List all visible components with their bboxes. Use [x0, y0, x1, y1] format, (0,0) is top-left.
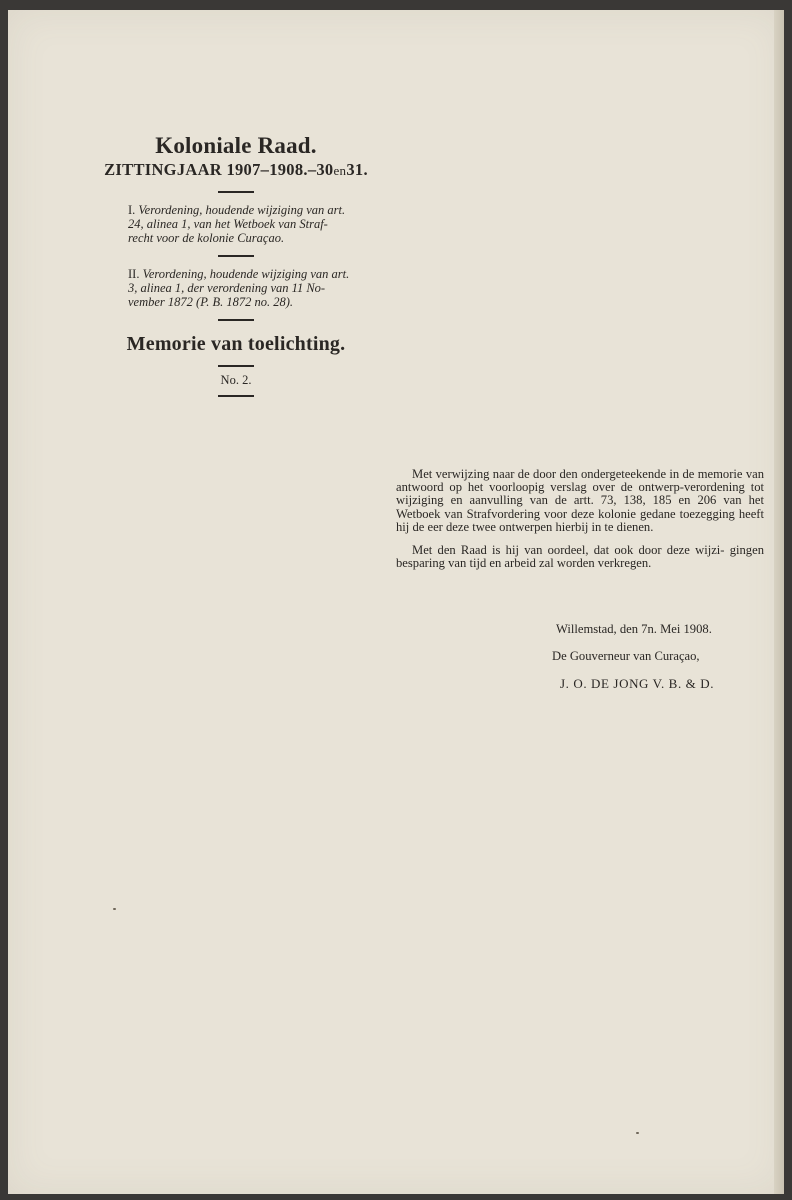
- item-1-numeral: I.: [128, 203, 136, 217]
- paragraph-2: [396, 544, 764, 570]
- session-year-en: en: [333, 163, 347, 178]
- paragraph-1-line: memorie van antwoord op het voorloopig verslag over de: [396, 467, 765, 495]
- signatory-name: J. O. DE JONG V. B. & D.: [560, 676, 715, 691]
- memorandum-body: [396, 468, 764, 580]
- paragraph-1-line: 73, 138, 185 en 206 van het Wetboek van Strafvordering voor: [396, 493, 764, 521]
- session-year-tail: 31.: [346, 160, 368, 179]
- signatory-role: De Gouverneur van Curaçao,: [552, 649, 700, 663]
- item-2-numeral: II.: [128, 267, 140, 281]
- divider-rule: [218, 191, 254, 193]
- paragraph-2-line: Met den Raad is hij van oordeel, dat ook door deze wijzi-: [412, 543, 725, 558]
- paper-speck: [636, 1132, 639, 1134]
- item-2-line-3: vember 1872 (P. B. 1872 no. 28).: [128, 295, 294, 309]
- item-2: [128, 267, 360, 309]
- place-date: Willemstad, den 7n. Mei 1908.: [556, 622, 712, 636]
- item-2-line-1: Verordening, houdende wijziging van art.: [142, 267, 350, 281]
- memorie-title: Memorie van toelichting.: [126, 333, 346, 355]
- session-year-main: ZITTINGJAAR 1907–1908.–30: [104, 160, 334, 179]
- divider-rule: [218, 395, 254, 397]
- document-page: [8, 10, 784, 1194]
- item-1-line-2: 24, alinea 1, van het Wetboek van Straf-: [128, 217, 328, 231]
- paragraph-1-line: Met verwijzing naar de door den ondergeteekende in de: [412, 467, 695, 481]
- item-1-line-3: recht voor de kolonie Curaçao.: [128, 231, 285, 245]
- divider-rule: [218, 365, 254, 367]
- document-number: No. 2.: [220, 373, 252, 387]
- divider-rule: [218, 319, 254, 321]
- paragraph-1-line: deze kolonie gedane toezegging heeft hij de eer deze twee: [396, 506, 764, 534]
- session-year: [88, 160, 384, 181]
- page-edge: [774, 10, 784, 1194]
- council-title: Koloniale Raad.: [155, 133, 317, 158]
- divider-rule: [218, 255, 254, 257]
- document-header: [88, 132, 384, 397]
- paragraph-1-line: ontwerpen hierbij in te dienen.: [499, 519, 654, 534]
- paragraph-2-line: gingen besparing van tijd en arbeid zal worden verkregen.: [396, 543, 764, 571]
- paragraph-1-line: ontwerp-verordening tot wijziging en aanvulling van de artt.: [396, 480, 764, 508]
- paper-speck: [113, 908, 116, 910]
- item-1-line-1: Verordening, houdende wijziging van art.: [138, 203, 346, 217]
- paragraph-1: [396, 468, 764, 534]
- item-1: [128, 203, 360, 245]
- item-2-line-2: 3, alinea 1, der verordening van 11 No-: [128, 281, 326, 295]
